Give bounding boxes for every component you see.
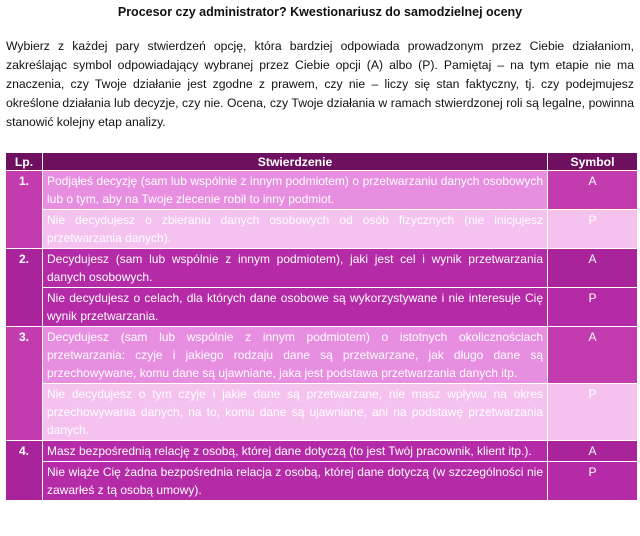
- table-row: [6, 210, 638, 249]
- statement-p: Nie wiąże Cię żadna bezpośrednia relacja z osobą, której dane dotyczą (w szczególności nie zawarłeś z tą osobą umowy).: [43, 462, 548, 501]
- table-row: [6, 462, 638, 501]
- statement-a: Decydujesz (sam lub wspólnie z innym podmiotem), jaki jest cel i wynik przetwarzania danych osobowych.: [43, 249, 548, 288]
- row-number: 1.: [6, 171, 43, 249]
- header-symbol: Symbol: [548, 153, 638, 171]
- statement-p: Nie decydujesz o zbieraniu danych osobowych od osób fizycznych (nie inicjujesz przetwarzania danych).: [43, 210, 548, 249]
- row-number: 4.: [6, 441, 43, 501]
- table-row: [6, 171, 638, 210]
- statement-p: Nie decydujesz o celach, dla których dane osobowe są wykorzystywane i nie interesuje Cię wynik przetwarzania.: [43, 288, 548, 327]
- table-row: [6, 288, 638, 327]
- row-number: 2.: [6, 249, 43, 327]
- header-statement: Stwierdzenie: [43, 153, 548, 171]
- statement-a: Masz bezpośrednią relację z osobą, której dane dotyczą (to jest Twój pracownik, klient itp.).: [43, 441, 548, 462]
- symbol-p[interactable]: P: [548, 288, 638, 327]
- statement-a: Podjąłeś decyzję (sam lub wspólnie z innym podmiotem) o przetwarzaniu danych osobowych lub o tym, aby na Twoje zlecenie robił to inny podmiot.: [43, 171, 548, 210]
- symbol-a[interactable]: A: [548, 171, 638, 210]
- symbol-a[interactable]: A: [548, 249, 638, 288]
- intro-paragraph: Wybierz z każdej pary stwierdzeń opcję, która bardziej odpowiada prowadzonym przez Ciebie działaniom, zakreślając symbol odpowiadający wybranej przez Ciebie opcji (A) albo (P). Pamiętaj – na tym etapie nie ma znaczenia, czy Twoje działanie jest zgodne z prawem, czy nie – liczy się stan faktyczny, tj. czy podejmujesz określone działania lub decyzje, czy nie. Ocena, czy Twoje działania w ramach stwierdzonej roli są legalne, powinna stanowić kolejny etap analizy.: [6, 39, 634, 129]
- symbol-a[interactable]: A: [548, 441, 638, 462]
- symbol-a[interactable]: A: [548, 327, 638, 384]
- symbol-p[interactable]: P: [548, 384, 638, 441]
- table-header-row: [6, 153, 638, 171]
- statement-a: Decydujesz (sam lub wspólnie z innym podmiotem) o istotnych okolicznościach przetwarzania: czyje i jakiego rodzaju dane są przetwarzane, jak długo dane są przechowywane, komu dane są ujawniane, jaka jest podstawa przetwarzania danych itp.: [43, 327, 548, 384]
- statement-p: Nie decydujesz o tym czyje i jakie dane są przetwarzane, nie masz wpływu na okres przechowywania danych, na to, komu dane są ujawniane, ani na podstawę przetwarzania danych.: [43, 384, 548, 441]
- document-title: Procesor czy administrator? Kwestionariusz do samodzielnej oceny: [117, 5, 523, 19]
- symbol-p[interactable]: P: [548, 210, 638, 249]
- table-row: [6, 327, 638, 384]
- table-row: [6, 384, 638, 441]
- table-row: [6, 441, 638, 462]
- symbol-p[interactable]: P: [548, 462, 638, 501]
- table-row: [6, 249, 638, 288]
- questionnaire-table: [5, 152, 638, 501]
- header-lp: Lp.: [6, 153, 43, 171]
- row-number: 3.: [6, 327, 43, 441]
